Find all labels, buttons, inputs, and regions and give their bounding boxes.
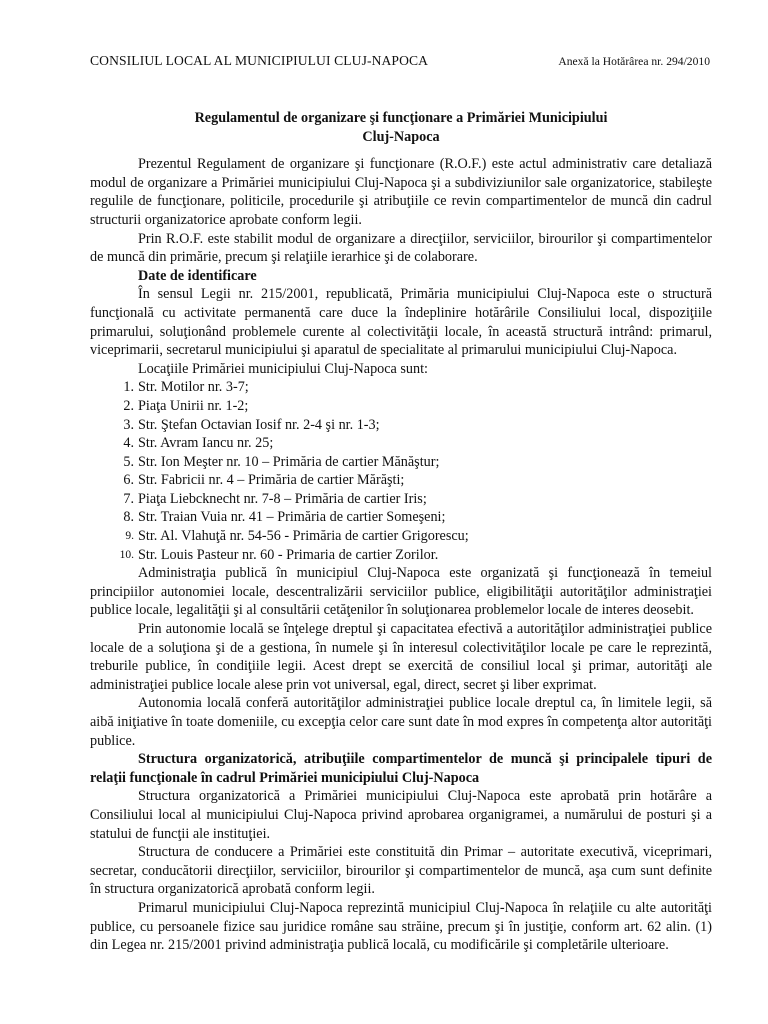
list-number: 1.	[123, 379, 134, 396]
list-text: Str. Ştefan Octavian Iosif nr. 2-4 şi nr. 1-3;	[138, 416, 380, 433]
list-text: Str. Traian Vuia nr. 41 – Primăria de cartier Someşeni;	[138, 509, 446, 526]
paragraph-structure: Structura organizatorică a Primăriei municipiului Cluj-Napoca este aprobată prin hotărâre a Consiliului local al municipiului Cluj-Napoca privind aprobarea organigramei, a numărului de posturi şi a statului de funcţii ale instituţiei.	[90, 788, 712, 842]
list-text: Str. Al. Vlahuţă nr. 54-56 - Primăria de cartier Grigorescu;	[138, 528, 469, 545]
paragraph-autonomy: Prin autonomie locală se înţelege dreptul şi capacitatea efectivă a autorităţilor administraţiei publice locale de a soluţiona şi de a gestiona, în numele şi în interesul colectivităţilor locale pe care le reprezintă, treburile publice, în condiţiile legii. Acest drept se exercită de consiliul local şi primar, autorităţi ale administraţiei publice locale alese prin vot universal, egal, direct, secret şi liber exprimat.	[90, 621, 712, 693]
list-item	[90, 378, 712, 397]
list-text: Str. Motilor nr. 3-7;	[138, 379, 249, 396]
annex-reference: Anexă la Hotărârea nr. 294/2010	[558, 55, 710, 68]
list-item	[90, 397, 712, 416]
council-name: CONSILIUL LOCAL AL MUNICIPIULUI CLUJ-NAPOCA	[90, 53, 429, 68]
list-text: Str. Ion Meşter nr. 10 – Primăria de cartier Mănăştur;	[138, 453, 440, 470]
paragraph-mayor: Primarul municipiului Cluj-Napoca reprezintă municipiul Cluj-Napoca în relaţiile cu alte autorităţi publice, cu persoanele fizice sau juridice române sau străine, precum şi în justiţie, conform art. 62 alin. (1) din Legea nr. 215/2001 privind administraţia publică locală, cu modificările şi completările ulterioare.	[90, 899, 712, 954]
title-line-1: Regulamentul de organizare şi funcţionare a Primăriei Municipiului	[194, 110, 608, 126]
list-number: 10.	[119, 548, 134, 561]
title-line-2: Cluj-Napoca	[362, 128, 440, 145]
list-item	[90, 546, 712, 565]
document-page	[90, 52, 712, 955]
list-number: 7.	[123, 490, 134, 507]
paragraph-leadership: Structura de conducere a Primăriei este constituită din Primar – autoritate executivă, viceprimari, secretar, conducătorii direcţiilor, serviciilor, birourilor şi compartimentelor de muncă, aşa cum sunt definite în structura organizatorică aprobată conform legii.	[90, 844, 712, 898]
paragraph-administration: Administraţia publică în municipiul Cluj-Napoca este organizată şi funcţionează în temeiul principiilor autonomiei locale, descentralizării serviciilor publice, eligibilităţii autorităţilor administraţiei publice locale, legalităţii şi al consultării cetăţenilor în soluţionarea problemelor locale de interes deosebit.	[90, 565, 712, 619]
list-number: 5.	[123, 453, 134, 470]
document-body	[90, 155, 712, 955]
list-text: Str. Fabricii nr. 4 – Primăria de cartier Mărăşti;	[138, 472, 405, 489]
list-number: 4.	[123, 435, 134, 452]
heading-structure: Structura organizatorică, atribuţiile compartimentelor de muncă şi principalele tipuri de relaţii funcţionale în cadrul Primăriei municipiului Cluj-Napoca	[90, 751, 712, 786]
paragraph-autonomy-rights: Autonomia locală conferă autorităţilor administraţiei publice locale dreptul ca, în limitele legii, să aibă iniţiative în toate domeniile, cu excepţia celor care sunt date în mod expres în competenţa altor autorităţi publice.	[90, 695, 712, 749]
document-title	[90, 109, 712, 146]
paragraph-law: În sensul Legii nr. 215/2001, republicată, Primăria municipiului Cluj-Napoca este o structură funcţională cu activitate permanentă care duce la îndeplinire hotărârile Consiliului local, dispoziţiile primarului, soluţionând problemele curente al colectivităţii locale, în această structură intrând: primarul, viceprimarii, secretarul municipiului şi aparatul de specialitate al primarului municipiului Cluj-Napoca.	[90, 286, 712, 359]
document-header	[90, 52, 712, 72]
list-item	[90, 416, 712, 435]
list-number: 8.	[123, 509, 134, 526]
list-text: Piaţa Unirii nr. 1-2;	[138, 397, 249, 414]
heading-identification: Date de identificare	[138, 267, 257, 284]
list-number: 6.	[123, 472, 134, 489]
list-number: 3.	[123, 416, 134, 433]
list-text: Piaţa Liebcknecht nr. 7-8 – Primăria de cartier Iris;	[138, 490, 427, 507]
list-item	[90, 490, 712, 509]
list-text: Str. Louis Pasteur nr. 60 - Primaria de cartier Zorilor.	[138, 546, 439, 563]
paragraph-locations-intro: Locaţiile Primăriei municipiului Cluj-Napoca sunt:	[138, 360, 428, 377]
paragraph-rof: Prin R.O.F. este stabilit modul de organizare a direcţiilor, serviciilor, birourilor şi compartimentelor de muncă din primărie, precum şi relaţiile ierarhice şi de colaborare.	[90, 230, 712, 266]
list-item	[90, 527, 712, 546]
locations-list	[90, 378, 712, 564]
list-item	[90, 508, 712, 527]
paragraph-intro: Prezentul Regulament de organizare şi funcţionare (R.O.F.) este actul administrativ care detaliază modul de organizare a Primăriei municipiului Cluj-Napoca şi a subdiviziunilor sale organizatorice, stabileşte regulile de funcţionare, politicile, procedurile şi atribuţiile ce revin compartimentelor de muncă din cadrul structurii organizatorice aprobate conform legii.	[90, 156, 712, 228]
list-number: 9.	[125, 530, 134, 543]
list-item	[90, 434, 712, 453]
list-item	[90, 471, 712, 490]
list-item	[90, 453, 712, 472]
list-text: Str. Avram Iancu nr. 25;	[138, 435, 274, 452]
list-number: 2.	[123, 397, 134, 414]
